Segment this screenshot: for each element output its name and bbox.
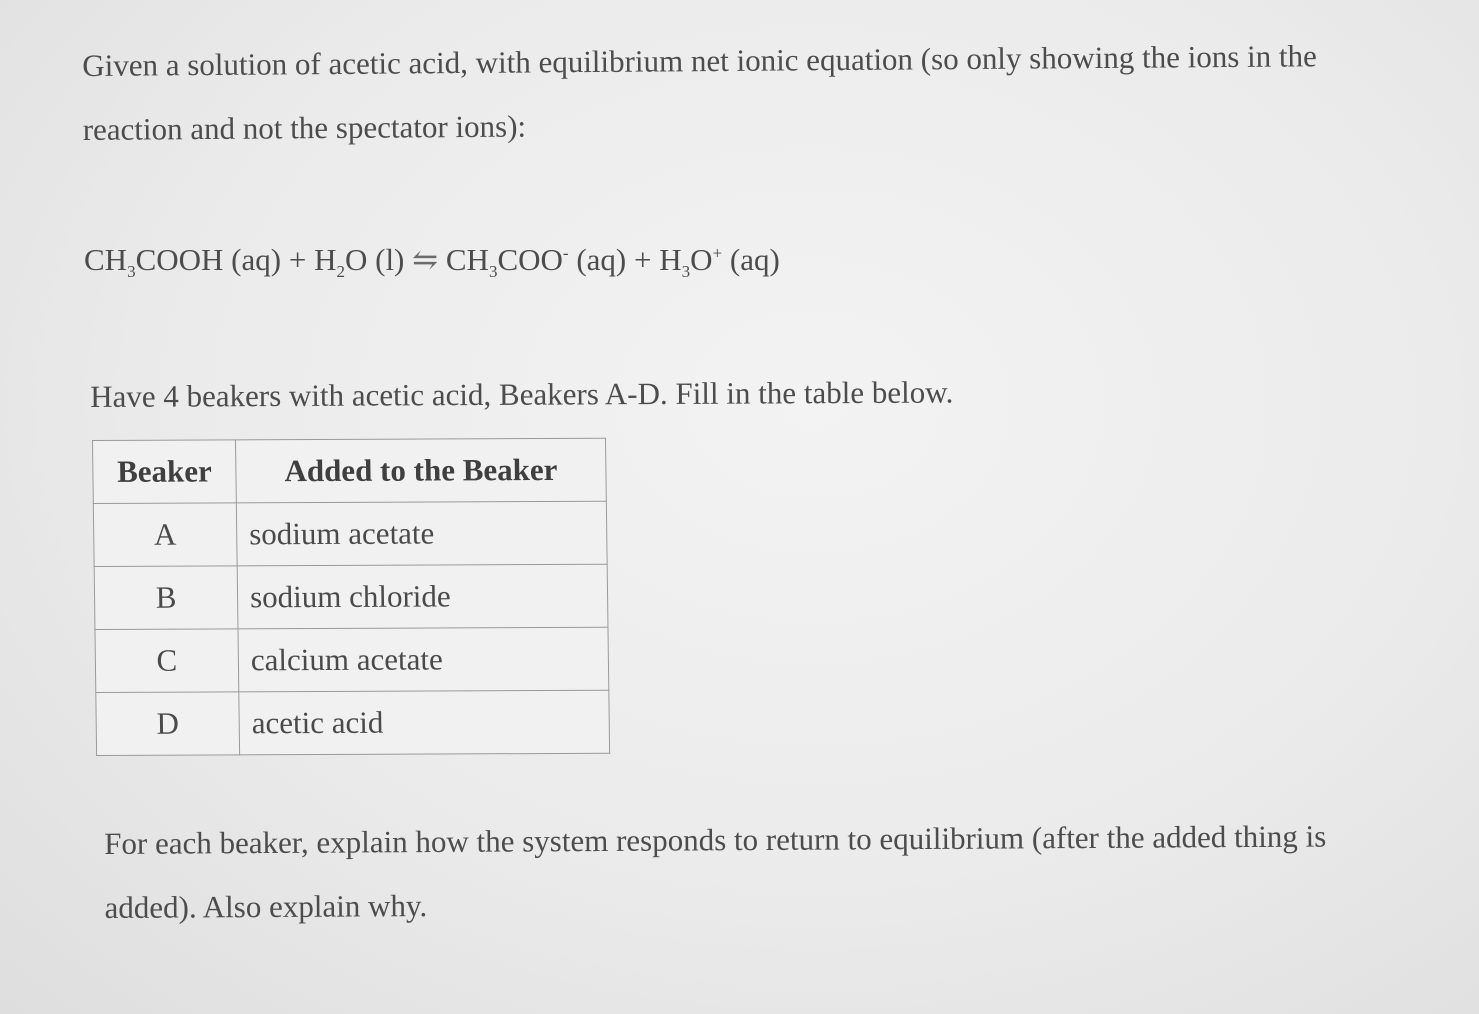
beaker-label: A — [93, 503, 237, 567]
eq-part: (aq) — [722, 242, 780, 277]
eq-superscript: + — [712, 243, 723, 263]
added-substance: sodium chloride — [237, 564, 608, 629]
beaker-table — [92, 438, 610, 756]
table-row — [94, 564, 608, 629]
equilibrium-equation — [84, 228, 1084, 292]
table-row — [96, 690, 610, 755]
beaker-label: C — [95, 629, 239, 693]
eq-subscript: 3 — [488, 262, 498, 282]
table-row — [93, 501, 607, 566]
question-paragraph: For each beaker, explain how the system responds to return to equilibrium (after the added thing is added). Also explain why. — [104, 818, 1327, 925]
table-row — [95, 627, 609, 692]
eq-part: (aq) + H — [568, 242, 682, 277]
eq-subscript: 3 — [681, 262, 691, 282]
beaker-label: B — [94, 566, 238, 630]
added-substance: sodium acetate — [236, 501, 607, 566]
header-added: Added to the Beaker — [236, 438, 607, 503]
eq-superscript: - — [562, 243, 569, 263]
instructions-paragraph: Have 4 beakers with acetic acid, Beakers A-D. Fill in the table below. — [90, 374, 954, 414]
eq-part: CH — [84, 242, 128, 277]
equilibrium-arrow-icon: ⇋ — [412, 242, 439, 277]
added-substance: acetic acid — [239, 690, 610, 755]
eq-subscript: 3 — [127, 262, 136, 282]
eq-part: O — [690, 242, 713, 277]
eq-subscript: 2 — [336, 262, 345, 282]
eq-part: CH — [438, 242, 489, 277]
added-substance: calcium acetate — [238, 627, 609, 692]
eq-part: COO — [497, 242, 563, 277]
eq-part: COOH (aq) + H — [135, 242, 337, 277]
table-header-row — [93, 438, 607, 503]
eq-part: O (l) — [344, 242, 413, 277]
intro-paragraph: Given a solution of acetic acid, with equilibrium net ionic equation (so only showing the ions in the reaction and not the spectator ions): — [82, 38, 1317, 147]
beaker-label: D — [96, 692, 240, 756]
header-beaker: Beaker — [93, 440, 237, 504]
